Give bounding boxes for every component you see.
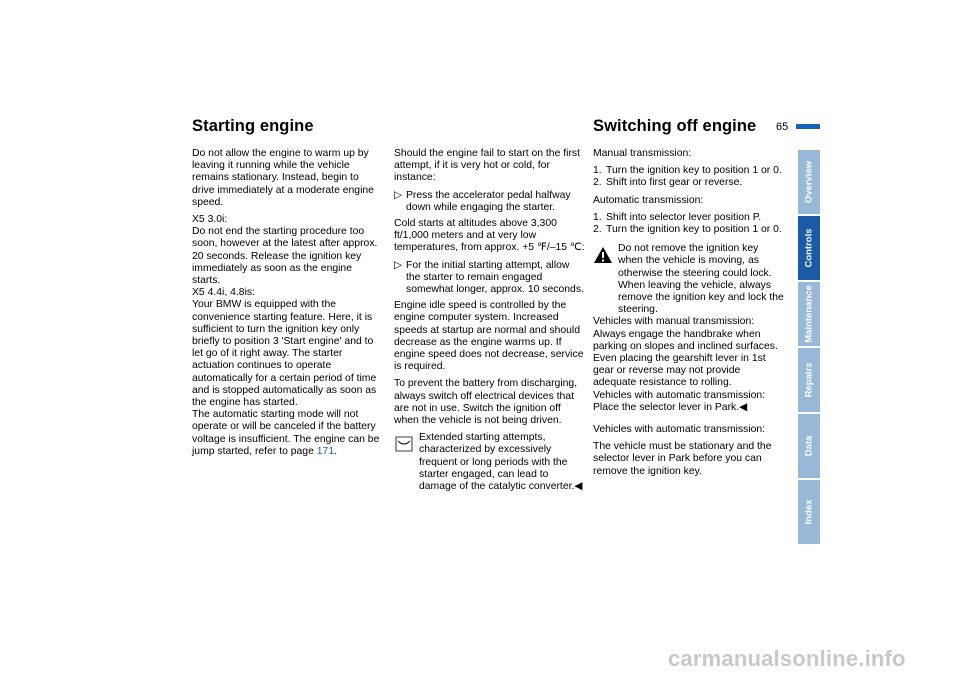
tab-label: Overview xyxy=(803,160,815,204)
item-number: 1. xyxy=(593,211,602,223)
paragraph: Should the engine fail to start on the first attempt, if it is very hot or cold, for instance: xyxy=(394,148,580,184)
warning-text: Vehicles with automatic transmission: Place the selector lever in Park.◀ xyxy=(593,389,766,413)
paragraph: Do not end the starting procedure too soon, however at the latest after approx. 20 seconds. Release the ignition key immediately as soon as the engine starts. xyxy=(192,226,378,287)
paragraph: X5 4.4i, 4.8is: xyxy=(192,287,255,299)
note-text: Extended starting attempts, characterized by excessively frequent or long periods with the starter engaged, can lead to damage of the catalytic converter.◀ xyxy=(419,432,583,493)
warning-note xyxy=(593,243,786,414)
paragraph: Your BMW is equipped with the convenience starting feature. Here, it is sufficient to turn the ignition key only briefly to position 3 'Start engine' and to let go of it right away. The starter actuation continues to operate automatically for a certain period of time and is stopped automatically as soon as the engine has started. xyxy=(192,299,377,409)
warning-text: Vehicles with manual transmission: Always engage the handbrake when parking on slopes and inclined surfaces. Even placing the gearshift lever in 1st gear or reverse may not provide adequate resistance to rolling. xyxy=(593,316,778,389)
numbered-item xyxy=(593,224,786,236)
item-number: 2. xyxy=(593,224,602,236)
column-3 xyxy=(593,148,786,483)
column-2 xyxy=(394,148,586,493)
bullet-item xyxy=(394,190,586,214)
paragraph: Cold starts at altitudes above 3,300 ft/1,000 meters and at very low temperatures, from approx. +5 ℉/–15 ℃: xyxy=(394,218,585,254)
paragraph-text: The automatic starting mode will not operate or will be canceled if the battery voltage is insufficient. The engine can be jump started, refer to page xyxy=(192,409,380,457)
numbered-item xyxy=(593,165,786,177)
page-number: 65 xyxy=(776,121,789,133)
tab-overview[interactable] xyxy=(798,150,820,214)
tab-repairs[interactable] xyxy=(798,348,820,412)
item-text: Turn the ignition key to position 1 or 0. xyxy=(606,165,782,177)
tab-index[interactable] xyxy=(798,480,820,544)
tab-controls[interactable] xyxy=(798,216,820,280)
item-number: 1. xyxy=(593,165,602,177)
paragraph xyxy=(192,409,382,458)
tab-label: Maintenance xyxy=(803,285,815,343)
paragraph: The vehicle must be stationary and the selector lever in Park before you can remove the ignition key. xyxy=(593,441,772,477)
paragraph: Engine idle speed is controlled by the engine computer system. Increased speeds at startup are normal and should decrease as the engine warms up. If engine speed does not decrease, service is required. xyxy=(394,300,584,373)
environment-note-icon xyxy=(394,435,414,453)
page-accent-bar xyxy=(796,124,820,129)
warning-text: Do not remove the ignition key when the vehicle is moving, as otherwise the steering could lock. When leaving the vehicle, always remove the ignition key and lock the steering. xyxy=(618,243,784,316)
tab-label: Index xyxy=(803,499,815,525)
bullet-text: Press the accelerator pedal halfway down while engaging the starter. xyxy=(406,189,571,213)
item-number: 2. xyxy=(593,177,602,189)
paragraph-end: . xyxy=(334,445,337,457)
bullet-marker-icon: ▷ xyxy=(394,189,402,201)
paragraph: Automatic transmission: xyxy=(593,194,704,206)
tab-label: Controls xyxy=(803,228,815,268)
warning-triangle-icon xyxy=(593,246,613,264)
paragraph: X5 3.0i: xyxy=(192,214,228,226)
paragraph: To prevent the battery from discharging, always switch off electrical devices that are not in use. Switch the ignition off when the vehicle is not being driven. xyxy=(394,378,578,427)
numbered-item xyxy=(593,212,786,224)
paragraph: Manual transmission: xyxy=(593,148,692,159)
page-link-171[interactable]: 171 xyxy=(316,445,335,457)
tab-data[interactable] xyxy=(798,414,820,478)
paragraph: Do not allow the engine to warm up by leaving it running while the vehicle remains stationary. Instead, begin to drive immediately at a moderate engine speed. xyxy=(192,148,374,208)
bullet-item xyxy=(394,260,586,297)
heading-starting-engine: Starting engine xyxy=(192,117,314,135)
watermark: carmanualsonline.info xyxy=(668,646,906,671)
column-1 xyxy=(192,148,382,463)
tab-label: Repairs xyxy=(803,362,815,398)
tab-label: Data xyxy=(803,435,815,457)
paragraph: Vehicles with automatic transmission: xyxy=(593,424,766,436)
heading-switching-off-engine: Switching off engine xyxy=(593,117,757,135)
bullet-marker-icon: ▷ xyxy=(394,259,402,271)
bullet-text: For the initial starting attempt, allow the starter to remain engaged somewhat longer, approx. 10 seconds. xyxy=(406,259,584,296)
item-text: Turn the ignition key to position 1 or 0. xyxy=(606,224,782,236)
item-text: Shift into first gear or reverse. xyxy=(606,177,743,189)
environment-note xyxy=(394,432,586,493)
numbered-item xyxy=(593,177,786,189)
tab-maintenance[interactable] xyxy=(798,282,820,346)
item-text: Shift into selector lever position P. xyxy=(606,211,762,223)
